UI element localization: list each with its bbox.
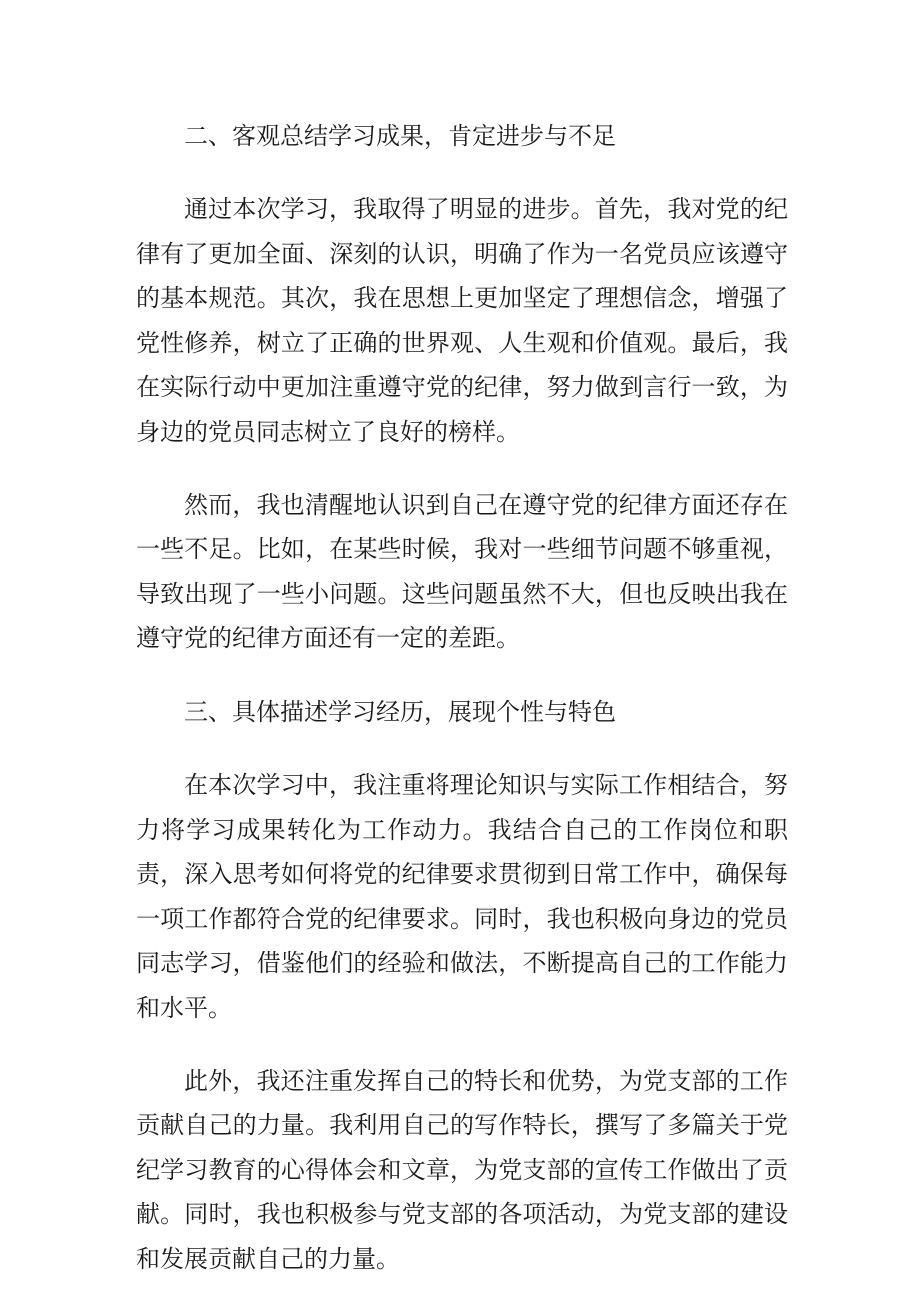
section-heading-3: 三、具体描述学习经历，展现个性与特色 [184, 697, 616, 726]
spacer [136, 158, 788, 187]
spacer [136, 734, 788, 763]
spacer [136, 1031, 788, 1059]
paragraph-progress: 通过本次学习，我取得了明显的进步。首先，我对党的纪律有了更加全面、深刻的认识，明确了作为一名党员应该遵守的基本规范。其次，我在思想上更加坚定了理想信念，增强了党性修养，树立了正确的世界观、人生观和价值观。最后，我在实际行动中更加注重遵守党的纪律，努力做到言行一致，为身边的党员同志树立了良好的榜样。 [136, 195, 788, 446]
paragraph-shortcomings: 然而，我也清醒地认识到自己在遵守党的纪律方面还存在一些不足。比如，在某些时候，我对一些细节问题不够重视，导致出现了一些小问题。这些问题虽然不大，但也反映出我在遵守党的纪律方面还有一定的差距。 [136, 490, 788, 653]
paragraph-experience: 在本次学习中，我注重将理论知识与实际工作相结合，努力将学习成果转化为工作动力。我结合自己的工作岗位和职责，深入思考如何将党的纪律要求贯彻到日常工作中，确保每一项工作都符合党的纪律要求。同时，我也积极向身边的党员同志学习，借鉴他们的经验和做法，不断提高自己的工作能力和水平。 [136, 770, 788, 1022]
paragraph-strengths: 此外，我还注重发挥自己的特长和优势，为党支部的工作贡献自己的力量。我利用自己的写作特长，撰写了多篇关于党纪学习教育的心得体会和文章，为党支部的宣传工作做出了贡献。同时，我也积极参与党支部的各项活动，为党支部的建设和发展贡献自己的力量。 [136, 1066, 788, 1273]
spacer [136, 455, 788, 483]
document-body [136, 114, 788, 1281]
section-heading-2: 二、客观总结学习成果，肯定进步与不足 [184, 122, 616, 150]
spacer [136, 661, 788, 690]
